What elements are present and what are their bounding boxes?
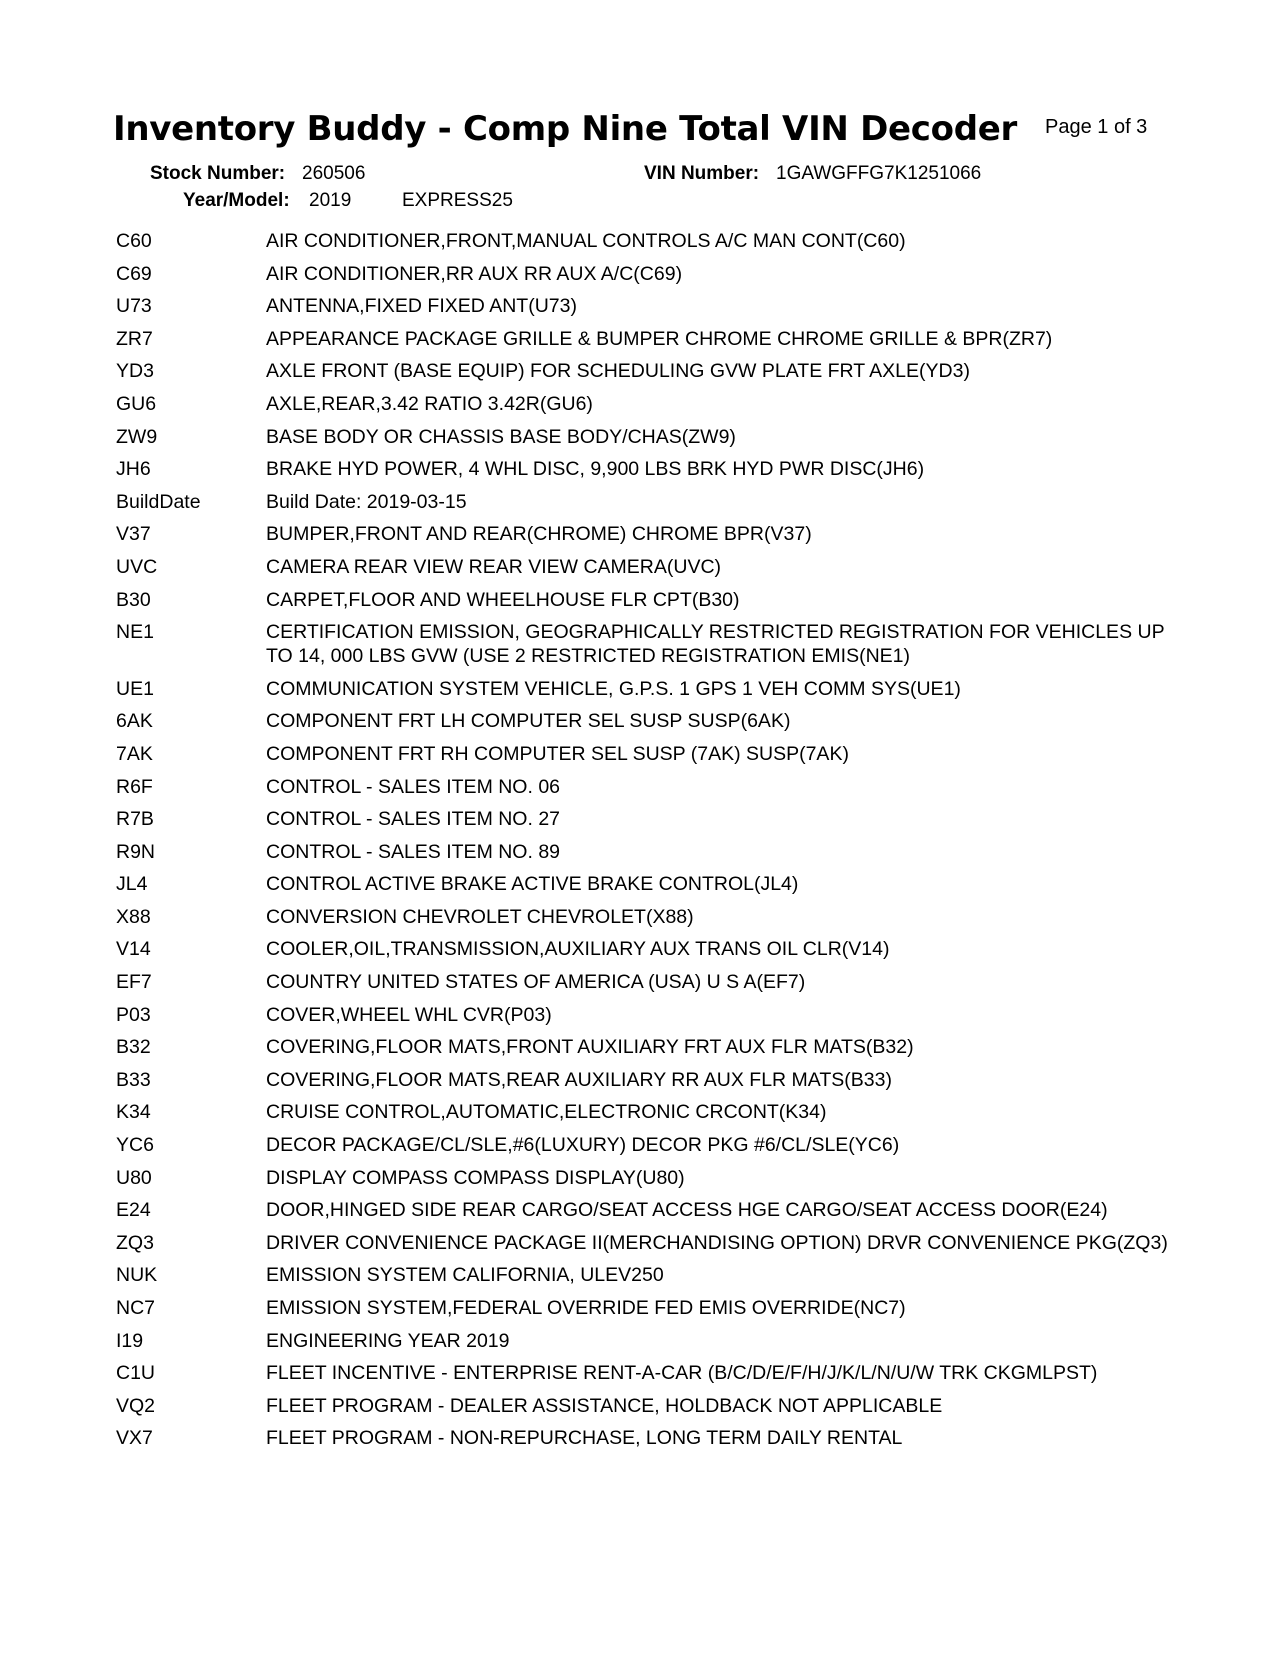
option-description: CONTROL - SALES ITEM NO. 27	[266, 808, 561, 831]
option-code: UVC	[116, 555, 158, 578]
option-row	[116, 775, 1176, 799]
option-code: R9N	[116, 840, 156, 863]
option-row	[116, 1231, 1176, 1255]
option-description: CRUISE CONTROL,AUTOMATIC,ELECTRONIC CRCONT(K34)	[266, 1101, 827, 1124]
option-row	[116, 392, 1176, 416]
option-description: BASE BODY OR CHASSIS BASE BODY/CHAS(ZW9)	[266, 425, 736, 448]
option-code: UE1	[116, 677, 154, 700]
model-value: EXPRESS25	[402, 190, 513, 211]
option-code: C1U	[116, 1362, 156, 1385]
option-description: CONVERSION CHEVROLET CHEVROLET(X88)	[266, 905, 694, 928]
option-code: U73	[116, 295, 152, 318]
option-row	[116, 970, 1176, 994]
option-code: ZR7	[116, 327, 153, 350]
option-code: NC7	[116, 1297, 156, 1319]
option-row	[116, 742, 1176, 766]
option-code: K34	[116, 1101, 151, 1124]
option-description: CONTROL - SALES ITEM NO. 89	[266, 840, 561, 863]
option-code: R6F	[116, 775, 153, 798]
option-code: VQ2	[116, 1394, 156, 1417]
option-row	[116, 1035, 1176, 1059]
option-description: EMISSION SYSTEM CALIFORNIA, ULEV250	[266, 1264, 664, 1287]
option-description: BUMPER,FRONT AND REAR(CHROME) CHROME BPR(V37)	[266, 523, 812, 546]
option-row	[116, 490, 1176, 514]
option-row	[116, 1166, 1176, 1190]
option-description: COMMUNICATION SYSTEM VEHICLE, G.P.S. 1 GPS 1 VEH COMM SYS(UE1)	[266, 677, 961, 700]
option-description: BRAKE HYD POWER, 4 WHL DISC, 9,900 LBS BRK HYD PWR DISC(JH6)	[266, 458, 925, 481]
year-model-label: Year/Model:	[183, 190, 290, 211]
option-code: EF7	[116, 971, 152, 994]
option-description: DECOR PACKAGE/CL/SLE,#6(LUXURY) DECOR PKG #6/CL/SLE(YC6)	[266, 1134, 900, 1157]
option-code-list	[116, 229, 1176, 1459]
option-row	[116, 937, 1176, 961]
option-row	[116, 522, 1176, 546]
option-code: NUK	[116, 1264, 158, 1287]
option-description: CARPET,FLOOR AND WHEELHOUSE FLR CPT(B30)	[266, 588, 740, 611]
vin-number-label: VIN Number:	[644, 163, 760, 184]
option-code: 6AK	[116, 710, 153, 733]
option-row	[116, 677, 1176, 701]
option-code: B32	[116, 1036, 151, 1059]
stock-number-value: 260506	[302, 163, 366, 184]
option-description: COOLER,OIL,TRANSMISSION,AUXILIARY AUX TRANS OIL CLR(V14)	[266, 938, 890, 961]
option-code: JH6	[116, 458, 151, 481]
page-number: Page 1 of 3	[1045, 116, 1148, 138]
option-code: YC6	[116, 1134, 154, 1157]
option-code: P03	[116, 1003, 151, 1026]
option-code: E24	[116, 1199, 151, 1222]
year-value: 2019	[309, 190, 352, 211]
option-description: CERTIFICATION EMISSION, GEOGRAPHICALLY RESTRICTED REGISTRATION FOR VEHICLES UP TO 14, 000 LBS GVW (USE 2 RESTRICTED REGISTRATION EMIS(NE1)	[266, 621, 1165, 668]
option-description: DOOR,HINGED SIDE REAR CARGO/SEAT ACCESS HGE CARGO/SEAT ACCESS DOOR(E24)	[266, 1199, 1108, 1222]
option-code: C60	[116, 230, 152, 252]
option-row	[116, 1263, 1176, 1287]
option-code: R7B	[116, 808, 154, 831]
page-title: Inventory Buddy - Comp Nine Total VIN Decoder	[113, 109, 1017, 149]
option-row	[116, 262, 1176, 286]
option-description: COVERING,FLOOR MATS,REAR AUXILIARY RR AUX FLR MATS(B33)	[266, 1068, 892, 1091]
option-description: DISPLAY COMPASS COMPASS DISPLAY(U80)	[266, 1166, 685, 1189]
option-description: Build Date: 2019-03-15	[266, 490, 467, 513]
option-row	[116, 1198, 1176, 1222]
option-row	[116, 807, 1176, 831]
option-row	[116, 1394, 1176, 1418]
option-row	[116, 840, 1176, 864]
option-row	[116, 588, 1176, 612]
option-row	[116, 555, 1176, 579]
option-code: BuildDate	[116, 490, 201, 513]
option-row	[116, 1003, 1176, 1027]
option-row	[116, 905, 1176, 929]
option-row	[116, 1100, 1176, 1124]
option-code: YD3	[116, 360, 154, 383]
option-row	[116, 872, 1176, 896]
option-description: ANTENNA,FIXED FIXED ANT(U73)	[266, 295, 577, 318]
option-row	[116, 229, 1176, 253]
option-code: V37	[116, 523, 151, 546]
option-code: I19	[116, 1329, 144, 1352]
option-row	[116, 620, 1176, 668]
option-code: V14	[116, 938, 151, 961]
option-code: VX7	[116, 1427, 153, 1450]
option-description: COMPONENT FRT RH COMPUTER SEL SUSP (7AK) SUSP(7AK)	[266, 742, 849, 765]
option-row	[116, 425, 1176, 449]
option-description: AIR CONDITIONER,RR AUX RR AUX A/C(C69)	[266, 262, 683, 285]
option-description: FLEET PROGRAM - NON-REPURCHASE, LONG TERM DAILY RENTAL	[266, 1427, 903, 1450]
option-description: FLEET INCENTIVE - ENTERPRISE RENT-A-CAR (B/C/D/E/F/H/J/K/L/N/U/W TRK CKGMLPST)	[266, 1362, 1098, 1385]
option-description: COVERING,FLOOR MATS,FRONT AUXILIARY FRT AUX FLR MATS(B32)	[266, 1036, 914, 1059]
option-code: 7AK	[116, 742, 153, 765]
option-code: B30	[116, 588, 151, 611]
option-row	[116, 457, 1176, 481]
option-code: X88	[116, 905, 151, 928]
option-description: EMISSION SYSTEM,FEDERAL OVERRIDE FED EMIS OVERRIDE(NC7)	[266, 1297, 906, 1319]
option-code: ZW9	[116, 425, 158, 448]
option-description: APPEARANCE PACKAGE GRILLE & BUMPER CHROME CHROME GRILLE & BPR(ZR7)	[266, 327, 1053, 350]
option-code: U80	[116, 1166, 152, 1189]
option-description: CONTROL - SALES ITEM NO. 06	[266, 775, 561, 798]
option-code: B33	[116, 1068, 151, 1091]
option-description: CAMERA REAR VIEW REAR VIEW CAMERA(UVC)	[266, 555, 722, 578]
option-row	[116, 709, 1176, 733]
option-row	[116, 294, 1176, 318]
stock-number-label: Stock Number:	[150, 163, 286, 184]
option-row	[116, 327, 1176, 351]
option-row	[116, 1133, 1176, 1157]
option-row	[116, 1426, 1176, 1450]
option-description: COVER,WHEEL WHL CVR(P03)	[266, 1003, 552, 1026]
option-code: C69	[116, 262, 152, 285]
option-row	[116, 1361, 1176, 1385]
option-description: AIR CONDITIONER,FRONT,MANUAL CONTROLS A/C MAN CONT(C60)	[266, 230, 906, 252]
option-code: ZQ3	[116, 1231, 154, 1254]
option-description: DRIVER CONVENIENCE PACKAGE II(MERCHANDISING OPTION) DRVR CONVENIENCE PKG(ZQ3)	[266, 1231, 1168, 1254]
option-row	[116, 359, 1176, 383]
option-description: AXLE FRONT (BASE EQUIP) FOR SCHEDULING GVW PLATE FRT AXLE(YD3)	[266, 360, 970, 383]
option-description: COMPONENT FRT LH COMPUTER SEL SUSP SUSP(6AK)	[266, 710, 791, 733]
vin-number-value: 1GAWGFFG7K1251066	[776, 163, 982, 184]
option-description: CONTROL ACTIVE BRAKE ACTIVE BRAKE CONTROL(JL4)	[266, 873, 799, 896]
option-description: FLEET PROGRAM - DEALER ASSISTANCE, HOLDBACK NOT APPLICABLE	[266, 1394, 943, 1417]
option-description: COUNTRY UNITED STATES OF AMERICA (USA) U S A(EF7)	[266, 971, 806, 994]
option-description: ENGINEERING YEAR 2019	[266, 1329, 510, 1352]
option-code: NE1	[116, 621, 154, 644]
option-description: AXLE,REAR,3.42 RATIO 3.42R(GU6)	[266, 392, 593, 415]
option-row	[116, 1296, 1176, 1320]
option-row	[116, 1068, 1176, 1092]
option-row	[116, 1329, 1176, 1353]
option-code: JL4	[116, 873, 148, 896]
option-code: GU6	[116, 392, 157, 415]
